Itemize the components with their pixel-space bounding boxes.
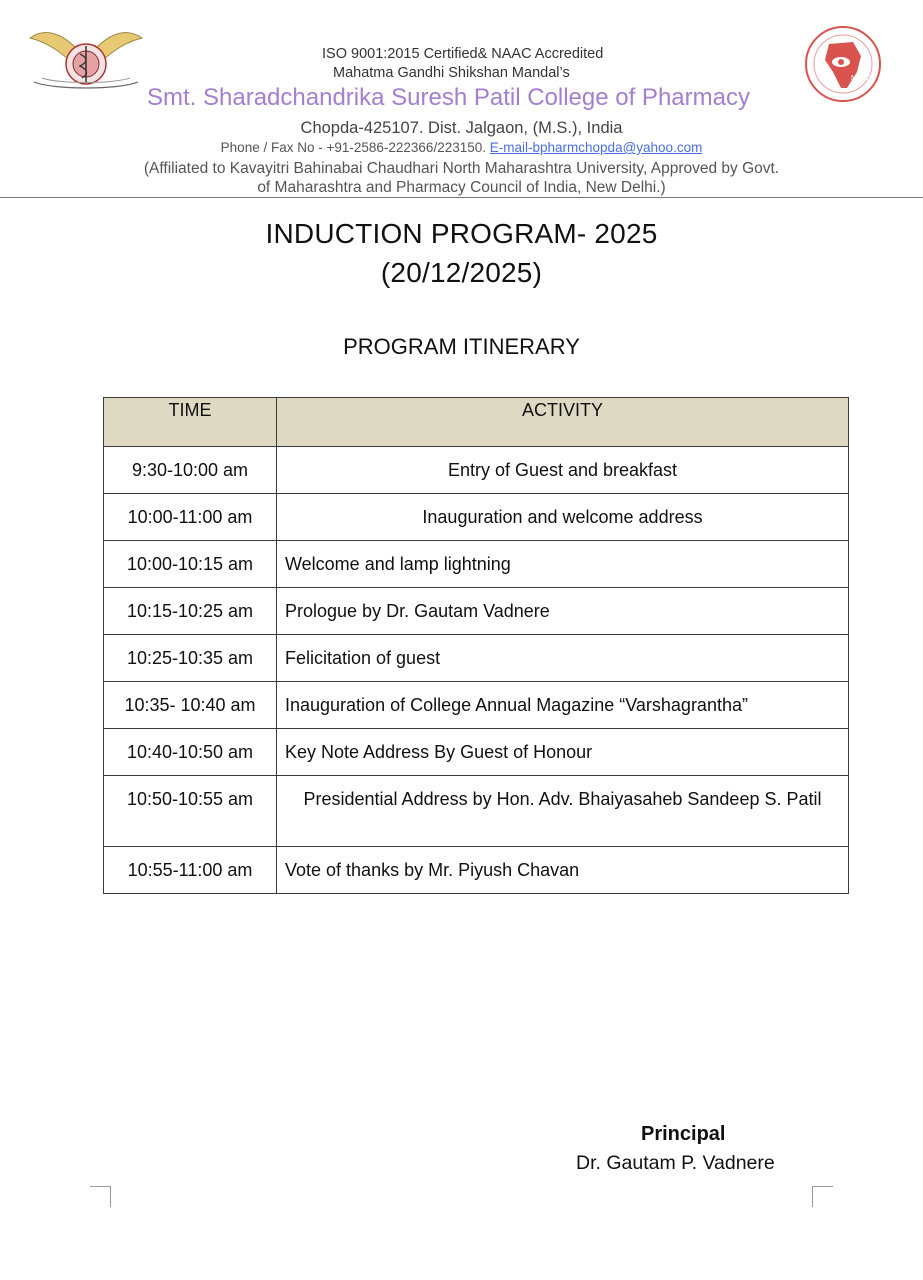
signatory-name: Dr. Gautam P. Vadnere <box>576 1152 775 1174</box>
certification-line: ISO 9001:2015 Certified& NAAC Accredited <box>322 46 604 62</box>
college-logo <box>24 20 148 92</box>
time-cell: 10:55-11:00 am <box>104 847 277 894</box>
affiliation-line-2: of Maharashtra and Pharmacy Council of India, New Delhi.) <box>257 179 666 196</box>
table-row <box>104 635 849 682</box>
phone-number: Phone / Fax No - +91-2586-222366/223150. <box>220 140 486 155</box>
page-title: INDUCTION PROGRAM- 2025 <box>265 218 658 249</box>
header-divider <box>0 197 923 198</box>
activity-column-header: ACTIVITY <box>277 398 849 447</box>
affiliation-line-1: (Affiliated to Kavayitri Bahinabai Chaudhari North Maharashtra University, Approved by Govt. <box>143 160 780 177</box>
activity-cell: Presidential Address by Hon. Adv. Bhaiyasaheb Sandeep S. Patil <box>277 776 849 847</box>
activity-cell: Vote of thanks by Mr. Piyush Chavan <box>277 847 849 894</box>
naac-logo-text: NAAC <box>851 75 871 82</box>
activity-cell: Welcome and lamp lightning <box>277 541 849 588</box>
contact-line <box>0 140 923 155</box>
itinerary-table <box>103 397 849 894</box>
activity-cell: Key Note Address By Guest of Honour <box>277 729 849 776</box>
trust-name: Mahatma Gandhi Shikshan Mandal’s <box>333 65 570 81</box>
time-cell: 10:35- 10:40 am <box>104 682 277 729</box>
time-cell: 10:15-10:25 am <box>104 588 277 635</box>
time-cell: 10:00-11:00 am <box>104 494 277 541</box>
signatory-title: Principal <box>641 1123 726 1145</box>
table-row <box>104 494 849 541</box>
college-name: Smt. Sharadchandrika Suresh Patil College of Pharmacy <box>147 84 750 111</box>
table-header-row <box>104 398 849 447</box>
time-cell: 10:40-10:50 am <box>104 729 277 776</box>
activity-cell: Inauguration of College Annual Magazine “Varshagrantha” <box>277 682 849 729</box>
activity-cell: Felicitation of guest <box>277 635 849 682</box>
table-row <box>104 729 849 776</box>
table-row <box>104 776 849 847</box>
time-cell: 10:50-10:55 am <box>104 776 277 847</box>
time-cell: 9:30-10:00 am <box>104 447 277 494</box>
email-link[interactable]: E-mail-bpharmchopda@yahoo.com <box>489 140 703 155</box>
time-column-header: TIME <box>104 398 277 447</box>
activity-cell: Inauguration and welcome address <box>277 494 849 541</box>
activity-cell: Prologue by Dr. Gautam Vadnere <box>277 588 849 635</box>
activity-cell: Entry of Guest and breakfast <box>277 447 849 494</box>
college-address: Chopda-425107. Dist. Jalgaon, (M.S.), India <box>300 119 623 137</box>
table-row <box>104 447 849 494</box>
affiliation <box>0 159 923 197</box>
naac-logo <box>803 22 883 106</box>
time-cell: 10:00-10:15 am <box>104 541 277 588</box>
table-row <box>104 541 849 588</box>
page-corner-mark-left <box>90 1186 111 1207</box>
program-date: (20/12/2025) <box>380 257 543 288</box>
section-heading: PROGRAM ITINERARY <box>343 334 580 359</box>
page-corner-mark-right <box>812 1186 833 1207</box>
table-row <box>104 682 849 729</box>
time-cell: 10:25-10:35 am <box>104 635 277 682</box>
table-row <box>104 588 849 635</box>
table-row <box>104 847 849 894</box>
